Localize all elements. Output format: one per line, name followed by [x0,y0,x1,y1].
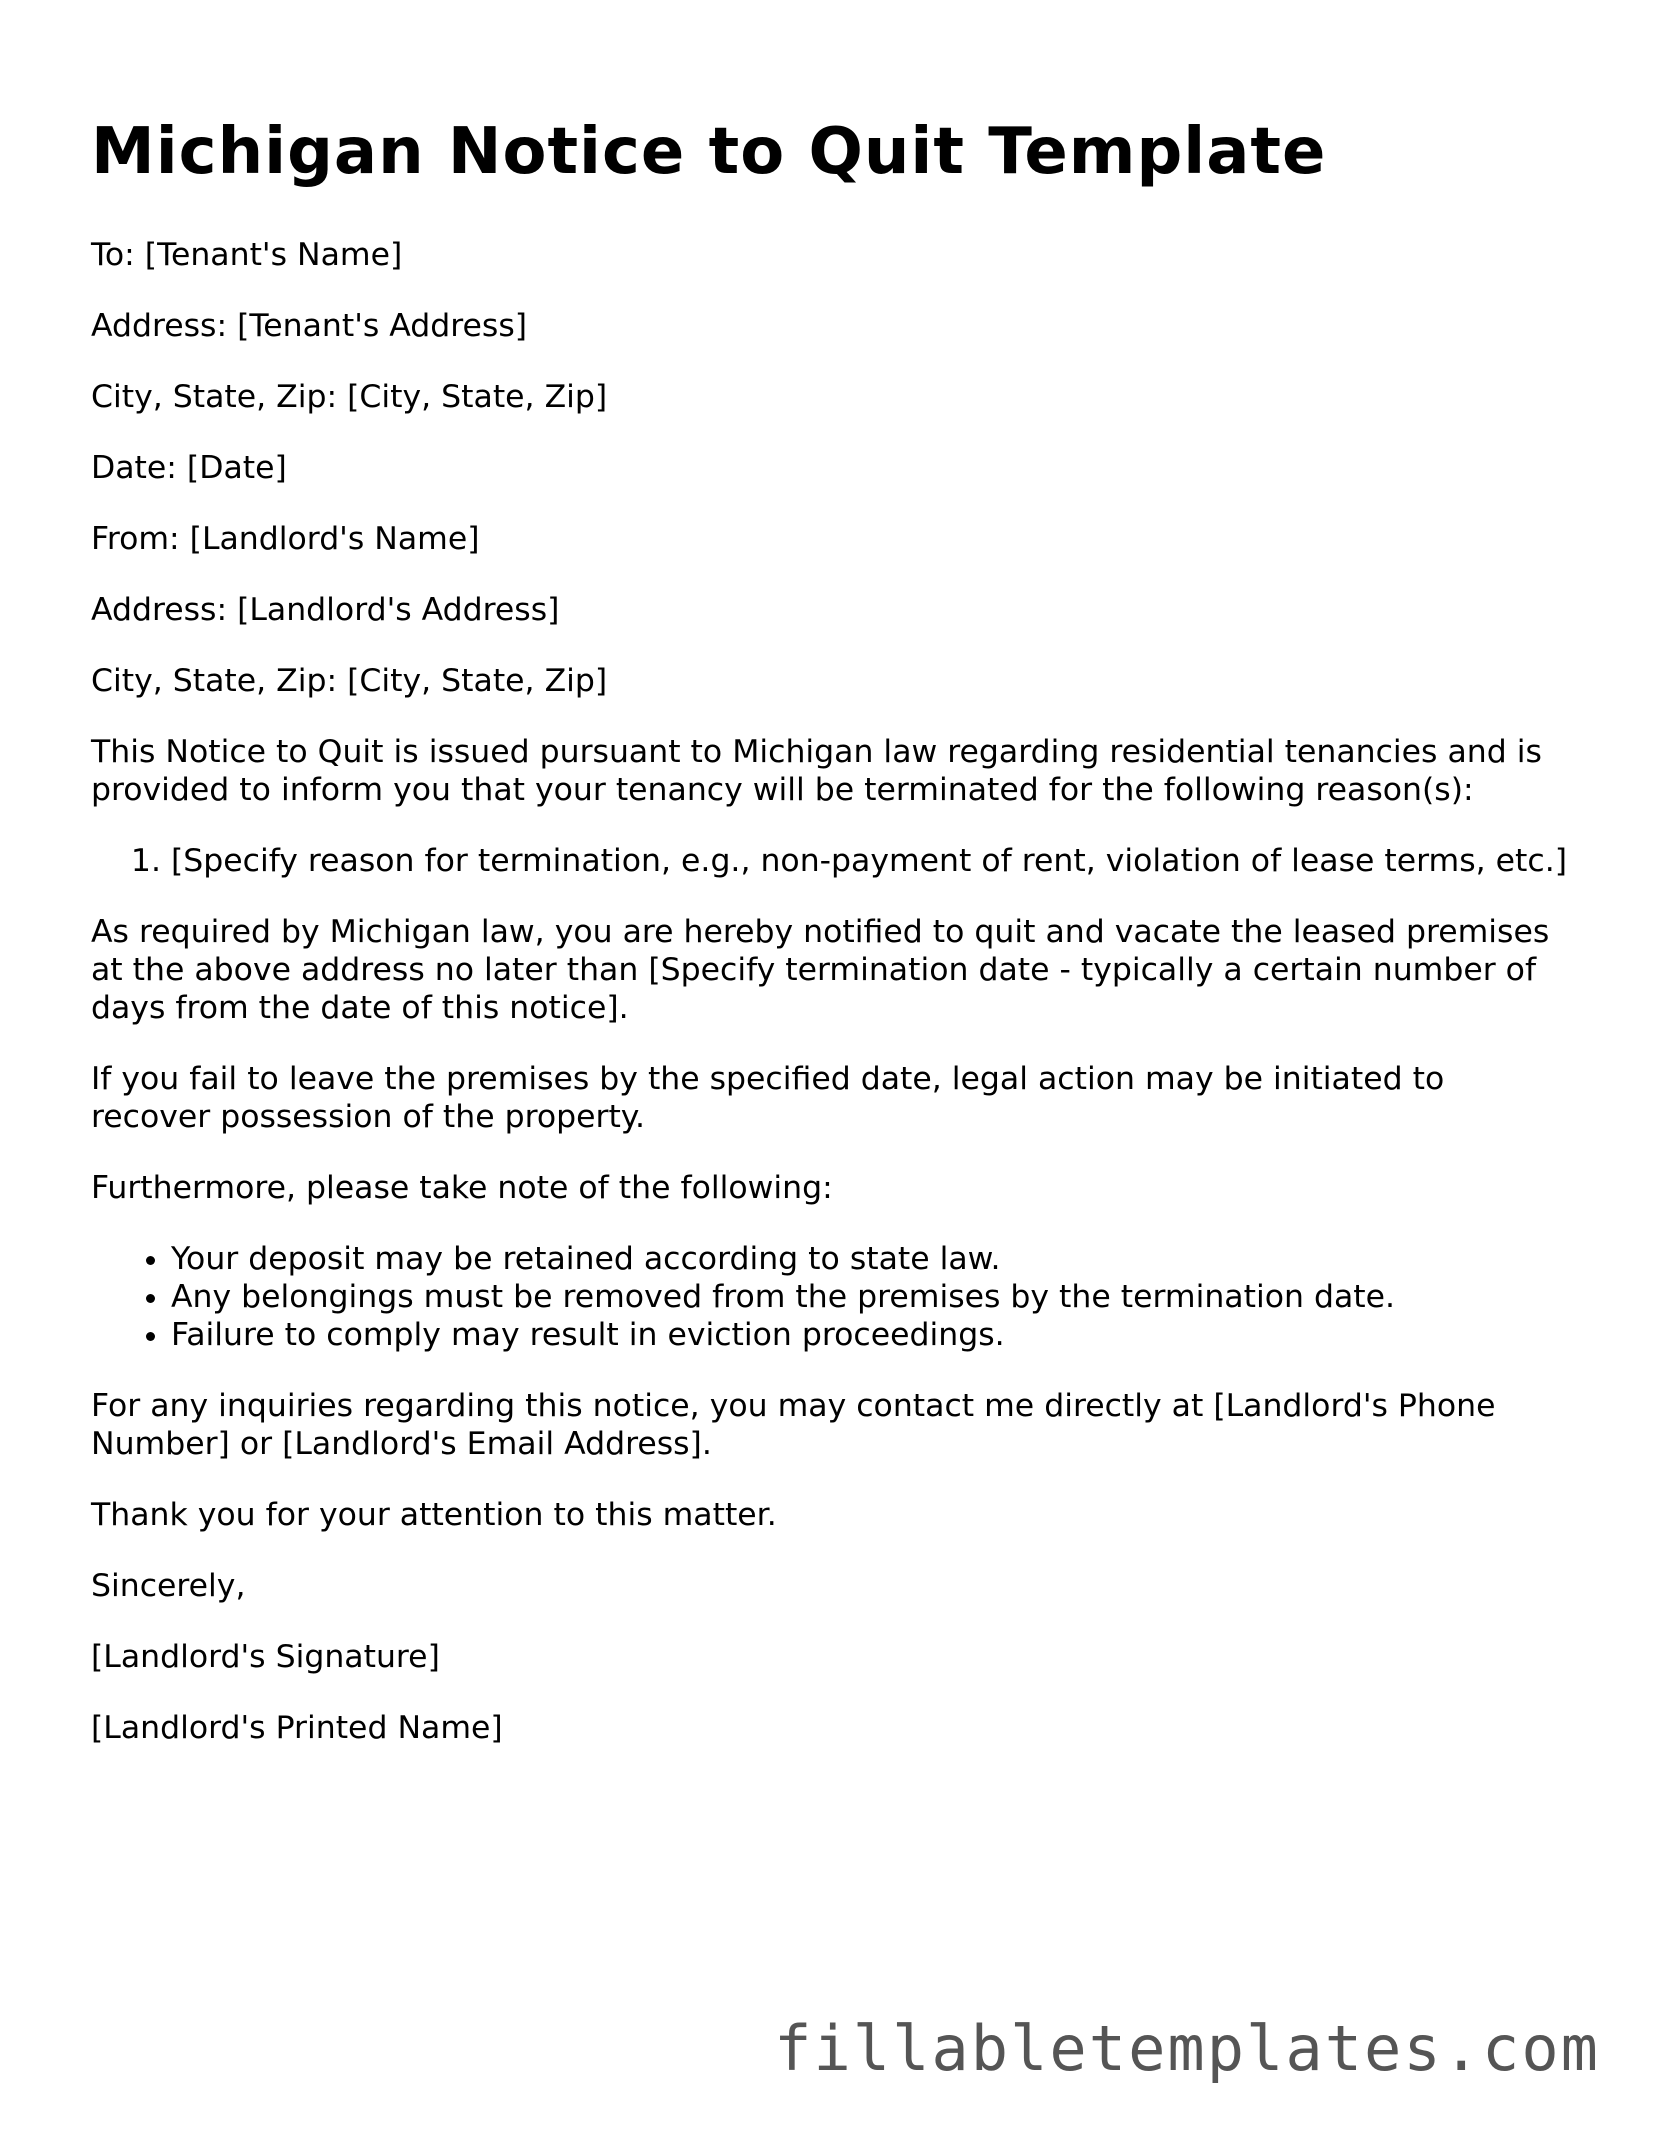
reasons-list [91,842,1571,880]
tenant-name-line: To: [Tenant's Name] [91,237,403,273]
intro-paragraph: This Notice to Quit is issued pursuant to Michigan law regarding residential tenancies and is provided to inform you that your tenancy will be terminated for the following reason(s): [91,734,1542,808]
closing-line: Sincerely, [91,1568,246,1604]
thanks-paragraph: Thank you for your attention to this matter. [91,1497,777,1533]
contact-paragraph: For any inquiries regarding this notice, you may contact me directly at [Landlord's Phone Number] or [Landlord's Email Address]. [91,1388,1496,1462]
note-item: • Any belongings must be removed from the premises by the termination date. [171,1278,1571,1316]
signature-line: [Landlord's Signature] [91,1639,440,1675]
landlord-address-line: Address: [Landlord's Address] [91,592,560,628]
reason-item: 1. [Specify reason for termination, e.g., non-payment of rent, violation of lease terms, etc.] [171,842,1571,880]
document-page [91,112,1571,1780]
landlord-name-line: From: [Landlord's Name] [91,521,480,557]
note-item: • Your deposit may be retained according to state law. [171,1240,1571,1278]
notice-paragraph: As required by Michigan law, you are hereby notified to quit and vacate the leased premises at the above address no later than [Specify termination date - typically a certain number of days from the date of this notice]. [91,914,1550,1026]
watermark: fillabletemplates.com [774,2012,1600,2085]
tenant-city-line: City, State, Zip: [City, State, Zip] [91,379,608,415]
landlord-city-line: City, State, Zip: [City, State, Zip] [91,663,608,699]
legal-paragraph: If you fail to leave the premises by the specified date, legal action may be initiated to recover possession of the property. [91,1061,1445,1135]
document-title: Michigan Notice to Quit Template [91,115,1327,189]
furthermore-paragraph: Furthermore, please take note of the following: [91,1170,833,1206]
tenant-address-line: Address: [Tenant's Address] [91,308,528,344]
note-item: • Failure to comply may result in eviction proceedings. [171,1316,1571,1354]
date-line: Date: [Date] [91,450,287,486]
printed-name-line: [Landlord's Printed Name] [91,1710,503,1746]
notes-list [91,1240,1571,1354]
